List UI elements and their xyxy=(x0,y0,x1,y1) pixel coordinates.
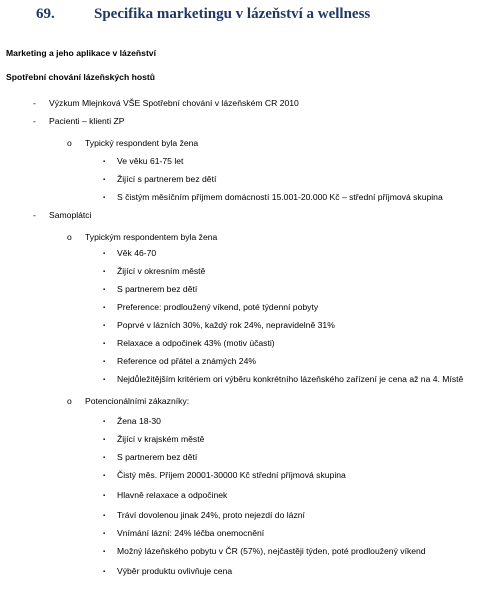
list-item: Žena 18-30 xyxy=(117,416,161,426)
list-item: S partnerem bez dětí xyxy=(117,284,198,294)
square-bullet-marker: ▪ xyxy=(103,513,106,519)
list-item: Nejdůležitějším kritériem ori výběru konkrétního lázeňského zařízení je cena až na 4. Místě xyxy=(117,374,464,384)
list-item: Vnímání lázní: 24% léčba onemocnění xyxy=(117,528,265,538)
list-item: Samoplátci xyxy=(49,210,92,220)
list-item: Potencionálními zákazníky: xyxy=(85,396,190,406)
list-item: Reference od přátel a známých 24% xyxy=(117,356,257,366)
square-bullet-marker: ▪ xyxy=(103,305,106,311)
list-item: Poprvé v lázních 30%, každý rok 24%, nepravidelně 31% xyxy=(117,320,335,330)
circle-bullet-marker: o xyxy=(67,232,72,242)
list-item: Relaxace a odpočinek 43% (motiv účasti) xyxy=(117,338,275,348)
square-bullet-marker: ▪ xyxy=(103,177,106,183)
square-bullet-marker: ▪ xyxy=(103,195,106,201)
list-item: Věk 46-70 xyxy=(117,248,157,258)
subheading-consumer-behavior: Spotřební chování lázeňských hostů xyxy=(6,72,155,82)
list-item: Čistý měs. Příjem 20001-30000 Kč střední příjmová skupina xyxy=(117,470,346,480)
square-bullet-marker: ▪ xyxy=(103,377,106,383)
square-bullet-marker: ▪ xyxy=(103,251,106,257)
list-item: Typickým respondentem byla žena xyxy=(85,232,218,242)
square-bullet-marker: ▪ xyxy=(103,419,106,425)
square-bullet-marker: ▪ xyxy=(103,269,106,275)
list-item: Žijící s partnerem bez dětí xyxy=(117,174,217,184)
dash-bullet-marker: - xyxy=(33,116,36,126)
square-bullet-marker: ▪ xyxy=(103,359,106,365)
list-item: Žijící v krajském městě xyxy=(117,434,205,444)
square-bullet-marker: ▪ xyxy=(103,549,106,555)
square-bullet-marker: ▪ xyxy=(103,569,106,575)
list-item: Pacienti – klienti ZP xyxy=(49,116,125,126)
list-item: Preference: prodloužený víkend, poté týdenní pobyty xyxy=(117,302,319,312)
square-bullet-marker: ▪ xyxy=(103,473,106,479)
list-item: Výběr produktu ovlivňuje cena xyxy=(117,566,233,576)
dash-bullet-marker: - xyxy=(33,210,36,220)
dash-bullet-marker: - xyxy=(33,98,36,108)
list-item: S partnerem bez dětí xyxy=(117,452,198,462)
square-bullet-marker: ▪ xyxy=(103,287,106,293)
square-bullet-marker: ▪ xyxy=(103,159,106,165)
circle-bullet-marker: o xyxy=(67,138,72,148)
section-title: Specifika marketingu v lázeňství a wellness xyxy=(94,6,371,22)
square-bullet-marker: ▪ xyxy=(103,437,106,443)
list-item: Typický respondent byla žena xyxy=(85,138,199,148)
list-item: S čistým měsíčním příjmem domácností 15.001-20.000 Kč – střední příjmová skupina xyxy=(117,192,443,202)
subheading-marketing: Marketing a jeho aplikace v lázeňství xyxy=(6,48,156,58)
square-bullet-marker: ▪ xyxy=(103,341,106,347)
list-item: Ve věku 61-75 let xyxy=(117,156,184,166)
square-bullet-marker: ▪ xyxy=(103,455,106,461)
list-item: Hlavně relaxace a odpočinek xyxy=(117,490,228,500)
list-item: Výzkum Mlejnková VŠE Spotřební chování v lázeňském CR 2010 xyxy=(49,98,299,108)
section-number: 69. xyxy=(36,6,55,22)
circle-bullet-marker: o xyxy=(67,396,72,406)
square-bullet-marker: ▪ xyxy=(103,493,106,499)
section-heading xyxy=(36,6,370,23)
square-bullet-marker: ▪ xyxy=(103,531,106,537)
square-bullet-marker: ▪ xyxy=(103,323,106,329)
list-item: Možný lázeňského pobytu v ČR (57%), nejčastěji týden, poté prodloužený víkend xyxy=(117,546,426,556)
list-item: Tráví dovolenou jinak 24%, proto nejezdí do lázní xyxy=(117,510,305,520)
list-item: Žijící v okresním městě xyxy=(117,266,206,276)
